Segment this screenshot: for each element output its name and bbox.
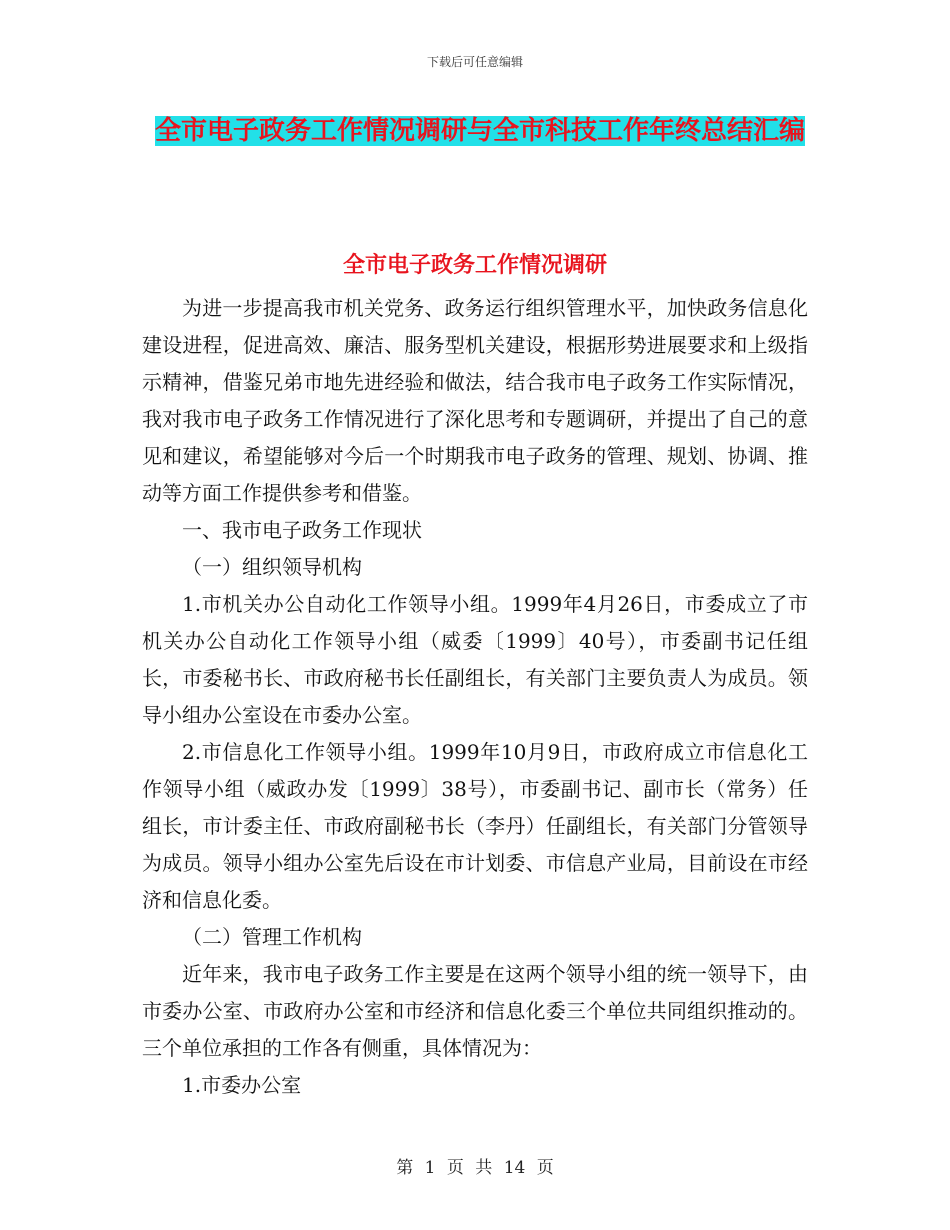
page-header-note: 下载后可任意编辑 xyxy=(426,55,523,69)
intro-paragraph: 为进一步提高我市机关党务、政务运行组织管理水平，加快政务信息化建设进程，促进高效、廉洁、服务型机关建设，根据形势进展要求和上级指示精神，借鉴兄弟市地先进经验和做法，结合我市电子政务工作实际情况，我对我市电子政务工作情况进行了深化思考和专题调研，并提出了自己的意见和建议，希望能够对今后一个时期我市电子政务的管理、规划、协调、推动等方面工作提供参考和借鉴。 xyxy=(142,296,808,505)
subheading-management: （二）管理工作机构 xyxy=(182,925,362,949)
subheading-leadership: （一）组织领导机构 xyxy=(182,555,362,579)
document-body xyxy=(142,290,808,1104)
paragraph-management: 近年来，我市电子政务工作主要是在这两个领导小组的统一领导下，由市委办公室、市政府办公室和市经济和信息化委三个单位共同组织推动的。三个单位承担的工作各有侧重，具体情况为： xyxy=(142,962,808,1060)
document-title xyxy=(140,108,820,154)
page-footer: 第 1 页 共 14 页 xyxy=(396,1158,554,1178)
heading-current-status: 一、我市电子政务工作现状 xyxy=(182,518,422,542)
document-title-text: 全市电子政务工作情况调研与全市科技工作年终总结汇编 xyxy=(154,116,805,146)
paragraph-office-automation-group: 1.市机关办公自动化工作领导小组。1999年4月26日，市委成立了市机关办公自动化工作领导小组（威委〔1999〕40号），市委副书记任组长，市委秘书长、市政府秘书长任副组长，有关部门主要负责人为成员。领导小组办公室设在市委办公室。 xyxy=(142,592,808,727)
paragraph-informatization-group: 2.市信息化工作领导小组。1999年10月9日，市政府成立市信息化工作领导小组（威政办发〔1999〕38号），市委副书记、副市长（常务）任组长，市计委主任、市政府副秘书长（李丹）任副组长，有关部门分管领导为成员。领导小组办公室先后设在市计划委、市信息产业局，目前设在市经济和信息化委。 xyxy=(142,740,808,912)
item-party-office: 1.市委办公室 xyxy=(182,1073,302,1097)
section-title: 全市电子政务工作情况调研 xyxy=(342,252,607,278)
